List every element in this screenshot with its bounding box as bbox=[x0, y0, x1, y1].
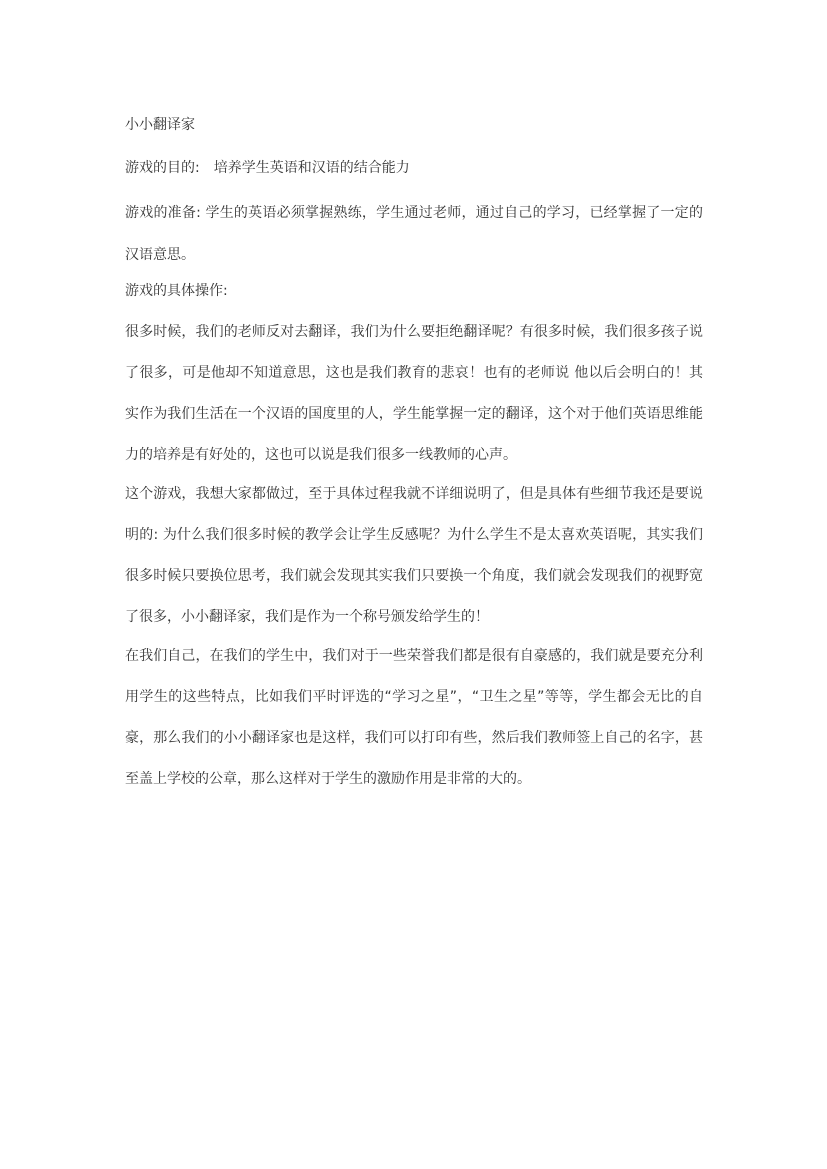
body-paragraph: 这个游戏，我想大家都做过，至于具体过程我就不详细说明了，但是具体有些细节我还是要说明的: 为什么我们很多时候的教学会让学生反感呢？为什么学生不是太喜欢英语呢，其实我们很多时候只要换位思考，我们就会发现其实我们只要换一个角度，我们就会发现我们的视野宽了很多，小小翻译家，我们是作为一个称号颁发给学生的！ bbox=[125, 486, 703, 625]
goal-label: 游戏的目的: bbox=[125, 160, 200, 176]
operation-heading: 游戏的具体操作: bbox=[125, 283, 228, 299]
body-paragraph: 很多时候，我们的老师反对去翻译，我们为什么要拒绝翻译呢？有很多时候，我们很多孩子说了很多，可是他却不知道意思，这也是我们教育的悲哀！也有的老师说 他以后会明白的！其实作为我们生活在一个汉语的国度里的人，学生能掌握一定的翻译，这个对于他们英语思维能力的培养是有好处的，这也可以说是我们很多一线教师的心声。 bbox=[125, 324, 703, 463]
goal-line bbox=[125, 151, 703, 185]
document-title: 小小翻译家 bbox=[125, 117, 195, 133]
document-body bbox=[125, 108, 703, 800]
preparation-paragraph: 游戏的准备: 学生的英语必须掌握熟练，学生通过老师，通过自己的学习，已经掌握了一定的汉语意思。 bbox=[125, 205, 703, 263]
goal-text: 培养学生英语和汉语的结合能力 bbox=[213, 160, 410, 176]
body-paragraph: 在我们自己，在我们的学生中，我们对于一些荣誉我们都是很有自豪感的，我们就是要充分利用学生的这些特点，比如我们平时评选的“学习之星”，“卫生之星”等等，学生都会无比的自豪，那么我们的小小翻译家也是这样，我们可以打印有些，然后我们教师签上自己的名字，甚至盖上学校的公章，那么这样对于学生的激励作用是非常的大的。 bbox=[125, 648, 703, 787]
